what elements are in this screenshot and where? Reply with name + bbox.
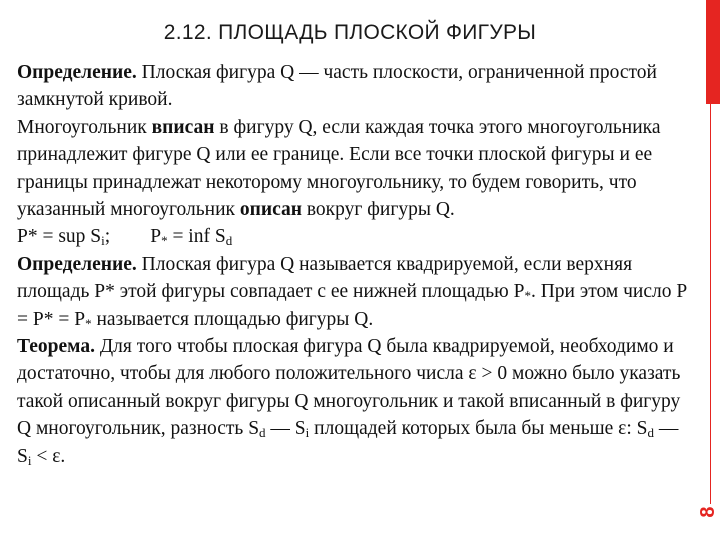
formula-subscript: i [305,425,310,441]
definition-paragraph-1 [17,59,692,114]
lower-area-formula: P [150,226,162,248]
inscribed-described-paragraph [17,114,692,224]
term-inscribed: вписан [151,116,215,138]
paragraph-text: вокруг фигуры Q. [301,199,455,221]
formula-subscript: * [85,315,92,331]
paragraph-text: — S [265,418,306,440]
formula-subscript: d [225,233,233,249]
definition-paragraph-2 [17,251,692,333]
paragraph-text: < ε. [31,445,66,467]
formula-subscript: d [647,425,654,441]
definition-label: Определение. [17,62,137,83]
definition-text: Плоская фигура Q — часть плоскости, ограниченной простой замкнутой кривой. [17,62,657,111]
formula-subscript: * [161,233,168,249]
accent-bar [706,0,720,104]
paragraph-text: Многоугольник [17,116,152,138]
side-divider-line [710,104,711,504]
slide-body [17,59,692,470]
theorem-label: Теорема. [17,336,95,358]
paragraph-text: называется площадью фигуры Q. [91,308,374,330]
formula-subscript: i [27,452,32,468]
formula-subscript: * [524,288,531,304]
area-formula [17,223,692,250]
definition-label: Определение. [17,253,137,275]
formula-subscript: d [259,425,266,441]
slide-title: 2.12. ПЛОЩАДЬ ПЛОСКОЙ ФИГУРЫ [163,21,537,44]
formula-subscript: i [101,233,105,249]
theorem-paragraph [17,333,692,470]
paragraph-text: — S [17,418,679,467]
paragraph-text: . При этом число P = P* = P [17,281,687,330]
paragraph-text: в фигуру Q, если каждая точка этого многоугольника принадлежит фигуре Q или ее границе. Если все точки плоской фигуры и ее границы принадлежат некоторому многоугольнику, то будем говорить, что указанный многоугольник [17,116,661,221]
paragraph-text: площадей которых была бы меньше ε: S [309,418,648,440]
upper-area-formula: P* = sup S [17,226,102,248]
term-described: описан [239,199,302,221]
paragraph-text: Для того чтобы плоская фигура Q была квадрируемой, необходимо и достаточно, чтобы для любого положительного числа ε > 0 можно было указать такой описанный вокруг фигуры Q многоугольник и такой вписанный в фигуру Q многоугольник, разность S [17,336,681,440]
page-number: 8 [697,506,719,518]
formula-text: ; [104,226,111,248]
formula-text: = inf S [167,226,226,248]
paragraph-text: Плоская фигура Q называется квадрируемой, если верхняя площадь P* этой фигуры совпадает с ее нижней площадью P [17,253,633,303]
